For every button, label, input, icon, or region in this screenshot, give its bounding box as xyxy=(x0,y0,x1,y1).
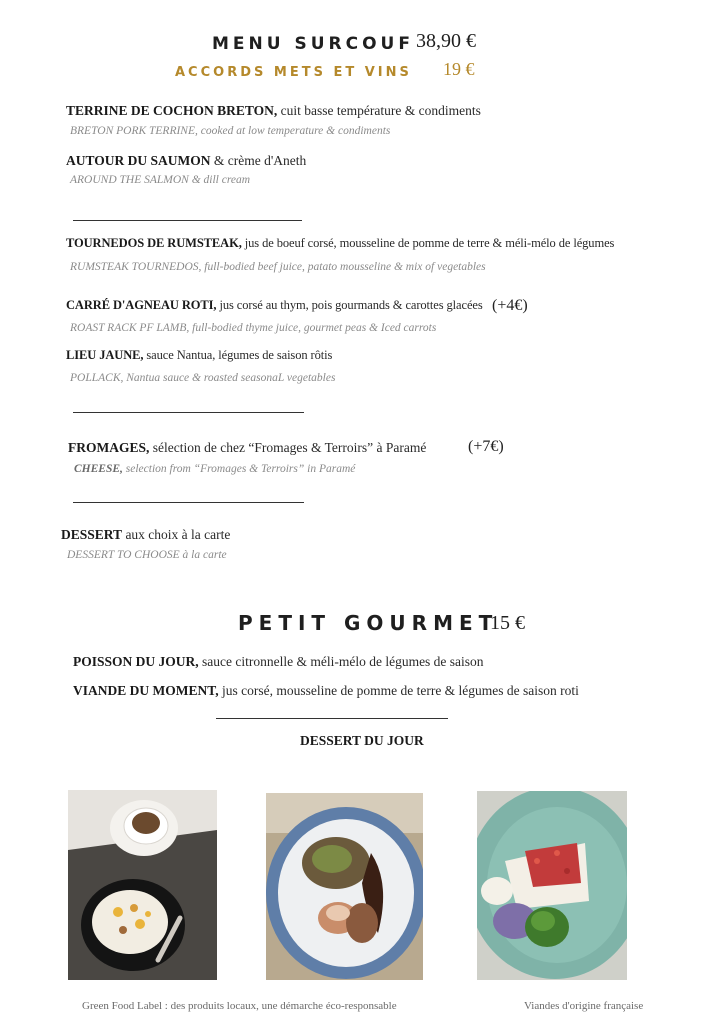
dish-desc: cuit basse température & condiments xyxy=(277,103,481,118)
divider xyxy=(73,502,304,503)
dish-name: DESSERT DU JOUR xyxy=(300,733,424,748)
dish-name: POISSON DU JOUR, xyxy=(73,654,199,669)
dish-name: AUTOUR DU SAUMON xyxy=(66,153,211,168)
dish-desc: sélection de chez “Fromages & Terroirs” à Paramé xyxy=(149,440,427,455)
supplement-price: (+7€) xyxy=(468,438,504,455)
footer-green-label: Green Food Label : des produits locaux, une démarche éco-responsable xyxy=(82,1000,397,1012)
dish-translation: BRETON PORK TERRINE, cooked at low temperature & condiments xyxy=(70,125,391,137)
dish-name: LIEU JAUNE, xyxy=(66,348,144,362)
dish-translation xyxy=(74,463,355,475)
dish-tournedos xyxy=(66,236,614,251)
dish-poisson xyxy=(73,654,484,670)
dish-desc: jus corsé, mousseline de pomme de terre & légumes de saison roti xyxy=(218,683,579,698)
translation-text: selection from “Fromages & Terroirs” in Paramé xyxy=(122,463,356,475)
dish-translation: POLLACK, Nantua sauce & roasted seasonaL vegetables xyxy=(70,372,336,384)
menu-price: 38,90 € xyxy=(416,30,476,52)
dish-fromages xyxy=(68,440,426,456)
dish-saumon xyxy=(66,153,306,169)
dish-name: TERRINE DE COCHON BRETON, xyxy=(66,103,278,118)
dish-desc: sauce citronnelle & méli-mélo de légumes de saison xyxy=(198,654,484,669)
dish-name: TOURNEDOS DE RUMSTEAK, xyxy=(66,236,242,250)
dish-desc: sauce Nantua, légumes de saison rôtis xyxy=(143,348,333,362)
dish-terrine xyxy=(66,103,481,119)
petit-gourmet-title: PETIT GOURMET xyxy=(238,611,499,635)
divider xyxy=(216,718,448,719)
pairing-label: ACCORDS METS ET VINS xyxy=(175,65,412,80)
petit-dessert xyxy=(300,733,424,749)
dish-desc: jus de boeuf corsé, mousseline de pomme de terre & méli-mélo de légumes xyxy=(241,236,615,250)
dish-name: CARRÉ D'AGNEAU ROTI, xyxy=(66,298,217,312)
pairing-price: 19 € xyxy=(443,59,475,79)
dish-carre-agneau xyxy=(66,298,483,313)
lamb-dish-photo xyxy=(266,793,423,980)
dessert-photo xyxy=(68,790,217,980)
dish-lieu-jaune xyxy=(66,348,332,363)
dish-name: VIANDE DU MOMENT, xyxy=(73,683,219,698)
supplement-price: (+4€) xyxy=(492,297,528,314)
menu-title: MENU SURCOUF xyxy=(212,34,414,54)
dish-desc: jus corsé au thym, pois gourmands & carottes glacées xyxy=(216,298,483,312)
dish-name: FROMAGES, xyxy=(68,440,150,455)
dish-translation: ROAST RACK PF LAMB, full-bodied thyme juice, gourmet peas & Iced carrots xyxy=(70,322,437,334)
dish-viande xyxy=(73,683,579,699)
dish-translation: RUMSTEAK TOURNEDOS, full-bodied beef juice, patato mousseline & mix of vegetables xyxy=(70,261,486,273)
footer-origin: Viandes d'origine française xyxy=(524,1000,644,1012)
fish-dish-photo xyxy=(477,791,627,980)
translation-bold: CHEESE, xyxy=(74,463,123,475)
dish-name: DESSERT xyxy=(61,527,123,542)
dish-translation: AROUND THE SALMON & dill cream xyxy=(70,174,251,186)
dish-desc: & crème d'Aneth xyxy=(210,153,307,168)
dish-dessert xyxy=(61,527,230,543)
petit-gourmet-price: 15 € xyxy=(490,612,525,634)
divider xyxy=(73,220,302,221)
dish-desc: aux choix à la carte xyxy=(122,527,231,542)
divider xyxy=(73,412,304,413)
dish-translation: DESSERT TO CHOOSE à la carte xyxy=(67,549,227,561)
